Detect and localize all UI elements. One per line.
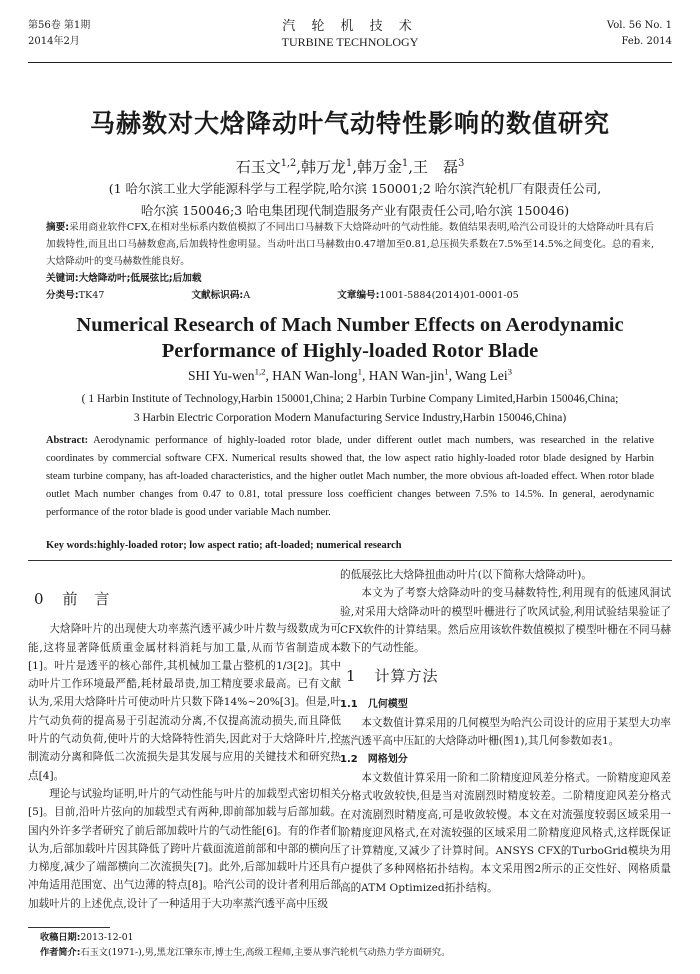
volume-cn: 第56卷 第1期 [28,20,91,31]
abstract-label-cn: 摘要: [46,222,70,233]
keywords-text-cn: 大焓降动叶;低展弦比;后加载 [78,273,202,284]
affiliations-cn [60,178,650,222]
keywords-text-en: highly-loaded rotor; low aspect ratio; aft-loaded; numerical research [97,540,402,551]
author-affil-mark: 1 [402,158,409,169]
author-affil-mark: 3 [507,366,513,377]
paper-title-cn: 马赫数对大焓降动叶气动特性影响的数值研究 [89,109,610,138]
classification-line [46,288,654,304]
author-affil-mark: 1,2 [254,366,266,377]
author-affil-mark: 1 [346,158,353,169]
keywords-en [46,540,654,551]
header-right [607,18,672,50]
abstract-en [46,432,654,522]
author-name: HAN Wan-jin [368,368,445,383]
abstract-label-en: Abstract: [46,435,89,446]
journal-header [28,18,672,62]
paragraph: 理论与试验均证明,叶片的气动性能与叶片的加载型式密切相关[5]。目前,沿叶片弦向的加载型式有两种,即前部加载与后部加载。国内外许多学者研究了前后部加载叶片的气动性能[6]。有的作者们认为,后部加载叶片因其降低了跨叶片截面流道前部和中部的横向压力梯度,减少了端部横向二次流损失[7]。此外,后部加载叶片还具有冲角适用范围宽、出气边薄的特点[8]。哈汽公司的设计者利用后部加载叶片的上述优点,设计了一种适用于大功率蒸汽透平高中压级 [28,787,341,910]
author-affil-mark: 3 [458,158,465,169]
section-number: 1 [346,667,357,686]
affiliation-line: (1 哈尔滨工业大学能源科学与工程学院,哈尔滨 150001;2 哈尔滨汽轮机厂有限责任公司, [108,181,602,196]
subsection-number: 1.2 [340,753,358,765]
header-center [28,18,672,50]
paragraph: 本文为了考察大焓降动叶的变马赫数特性,利用现有的低速风洞试验,对采用大焓降动叶的模型叶栅进行了吹风试验,利用试验结果验证了CFX软件的计算结果。然后应用该软件数值模拟了模型叶栅在不同马赫数下的气动性能。 [340,587,671,655]
keywords-label-cn: 关键词: [46,273,79,284]
header-divider [28,62,672,63]
paper-title-en: Numerical Research of Mach Number Effects on Aerodynamic Performance of Highly-loaded Rotor Blade [76,314,624,362]
affiliation-line: ( 1 Harbin Institute of Technology,Harbin 150001,China; 2 Harbin Turbine Company Limited,Harbin 150046,China; [81,393,619,405]
author-name: 石玉文 [235,158,281,176]
section-title: 计算方法 [374,667,439,686]
author-name: 王 磊 [413,158,459,176]
journal-name-cn: 汽 轮 机 技 术 [282,19,418,34]
author-affil-mark: 1 [357,366,362,377]
author-bio [40,946,672,960]
author-affil-mark: 1 [444,366,449,377]
abstract-cn [46,219,654,270]
date-en: Feb. 2014 [621,36,672,47]
subsection-title: 几何模型 [367,698,408,710]
paragraph: 本文数值计算采用的几何模型为哈汽公司设计的应用于某型大功率蒸汽透平高中压缸的大焓降动叶栅(图1),其几何参数如表1。 [340,717,671,748]
affiliations-en [40,390,660,428]
received-value: 2013-12-01 [80,932,134,943]
body-column-left [28,566,341,913]
date-cn: 2014年2月 [28,36,80,47]
keywords-cn [46,271,654,287]
subsection-heading [340,696,671,714]
footnote-divider [28,927,110,928]
section-heading [346,667,671,685]
abstract-text-en: Aerodynamic performance of highly-loaded rotor blade, under different outlet mach numbers, was researched in the relative coordinates by commercial software CFX. Numerical results showed that, the low aspect ratio highly-loaded rotor blade designed by Harbin steam turbine company, has aft-loaded characteristics, and the higher outlet Mach number, the more obvious aft-loaded effect. When rotor blade outlet Mach number changes from 0.47 to 0.81, total pressure loss coefficient changes between 7.5% to 14.5%. In general, aerodynamic performance of the rotor blade is good under variable Mach number. [46,435,654,518]
keywords-label-en: Key words: [46,540,98,551]
volume-en: Vol. 56 No. 1 [606,20,672,31]
body-divider [28,560,672,561]
subsection-title: 网格划分 [367,753,408,765]
author-name: HAN Wan-long [272,368,358,383]
paragraph: 本文数值计算采用一阶和二阶精度迎风差分格式。一阶精度迎风差分格式收敛较快,但是当对流剧烈时精度较差。二阶精度迎风差分格式在对流剧烈时精度高,可是收敛较慢。本文在对流强度较弱区域采用一阶精度迎风格式,在对流较强的区域采用二阶精度迎风格式,这样既保证了计算精度,又减少了计算时间。ANSYS CFX的TurboGrid模块为用户提供了多种网格拓扑结构。本文采用图2所示的正交性好、网格质量高的ATM Optimized拓扑结构。 [340,771,671,894]
abstract-text-cn: 采用商业软件CFX,在相对坐标系内数值模拟了不同出口马赫数下大焓降动叶的气动性能。数值结果表明,哈汽公司设计的大焓降动叶具有后加载特性,而且出口马赫数愈高,后加载特性愈明显。当动叶出口马赫数由0.47增加至0.81,总压损失系数在7.5%至14.5%之间变化。总的看来,大焓降动叶的变马赫数性能良好。 [46,222,654,267]
affiliation-line: 哈尔滨 150046;3 哈电集团现代制造服务产业有限责任公司,哈尔滨 150046) [140,203,570,218]
article-number: 文章编号:1001-5884(2014)01-0001-05 [337,290,519,301]
clc-number: 分类号:TK47 [46,290,105,301]
affiliation-line: 3 Harbin Electric Corporation Modern Manufacturing Service Industry,Harbin 150046,China) [133,412,567,424]
received-label: 收稿日期: [40,932,81,943]
author-affil-mark: 1,2 [280,158,297,169]
authors-en: SHI Yu-wen$^{1,2}$, HAN Wan-long$^1$, HAN Wan-jin$^1$, Wang Lei$^3$ [187,366,513,383]
author-bio-text: 石玉文(1971-),男,黑龙江肇东市,博士生,高级工程师,主要从事汽轮机气动热力学方面研究。 [80,947,451,958]
section-title: 前 言 [62,590,111,608]
paragraph: 的低展弦比大焓降扭曲动叶片(以下简称大焓降动叶)。 [340,569,592,581]
received-date [40,931,672,945]
paragraph: 大焓降叶片的出现使大功率蒸汽透平减少叶片数与级数成为可能,这将显著降低质重金属材料消耗与加工量,从而节省制造成本[1]。叶片是透平的核心部件,其机械加工量占整机的1/3[2]。其中动叶片工作环境最严酷,耗材最昂贵,加工精度要求最高。已有文献认为,采用大焓降叶片可使动叶片只数下降14%~20%[3]。但是,叶片气动负荷的提高易于引起流动分离,不仅提高流动损失,而且降低叶片的气动负荷,使叶片的大焓降特性消失,因此对于大焓降叶片,控制流动分离和降低二次流损失是其发展与应用的关键技术和研究热点[4]。 [28,623,341,782]
body-column-right [340,566,671,897]
author-name: SHI Yu-wen [187,368,255,383]
subsection-heading [340,751,671,769]
author-name: 韩万龙 [301,158,347,176]
subsection-number: 1.1 [340,698,358,710]
author-bio-label: 作者简介: [40,947,81,958]
section-number: 0 [34,590,45,608]
section-heading [34,590,341,608]
journal-name-en: TURBINE TECHNOLOGY [281,35,419,49]
authors-cn: 石玉文$^{1,2}$,韩万龙$^1$,韩万金$^1$,王 磊$^3$ [235,158,465,176]
author-name: 韩万金 [357,158,403,176]
document-code: 文献标识码:A [191,290,251,301]
author-name: Wang Lei [455,368,508,383]
